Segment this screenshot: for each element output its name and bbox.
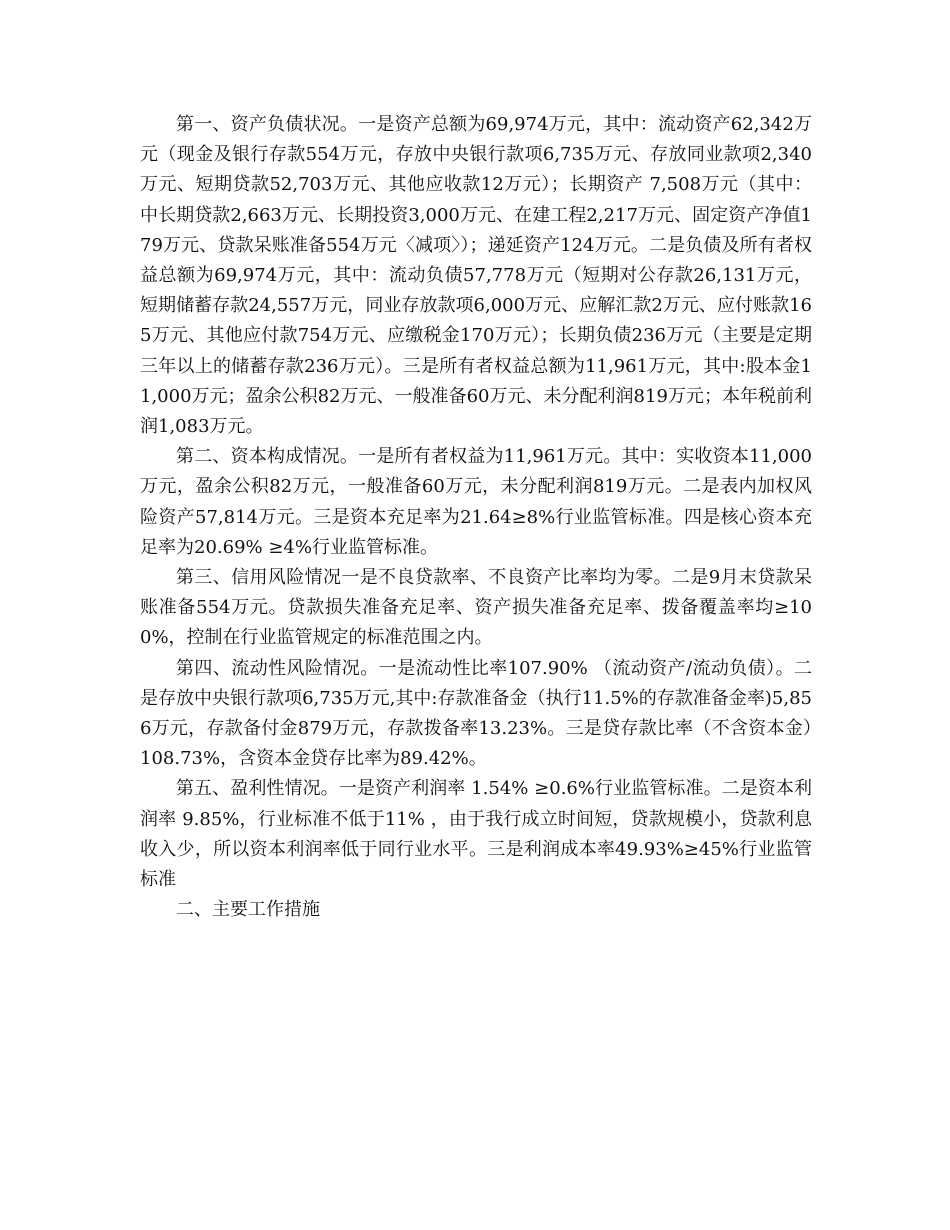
paragraph-capital-structure: 第二、资本构成情况。一是所有者权益为11,961万元。其中：实收资本11,000万元，盈余公积82万元，一般准备60万元，未分配利润819万元。二是表内加权风险资产57,814万元。三是资本充足率为21.64≥8%行业监管标准。四是核心资本充足率为20.69% ≥4%行业监管标准。 <box>140 446 812 558</box>
paragraph-profitability: 第五、盈利性情况。一是资产利润率 1.54% ≥0.6%行业监管标准。二是资本利润率 9.85%，行业标准不低于11% ，由于我行成立时间短，贷款规模小，贷款利息收入少，所以资本利润率低于同行业水平。三是利润成本率49.93%≥45%行业监管标准 <box>140 778 812 891</box>
paragraph-credit-risk: 第三、信用风险情况一是不良贷款率、不良资产比率均为零。二是9月末贷款呆账准备554万元。贷款损失准备充足率、资产损失准备充足率、拨备覆盖率均≥100%，控制在行业监管规定的标准范围之内。 <box>140 567 812 649</box>
paragraph-liquidity-risk: 第四、流动性风险情况。一是流动性比率107.90% （流动资产/流动负债）。二是存放中央银行款项6,735万元,其中:存款准备金（执行11.5%的存款准备金率)5,856万元，存款备付金879万元，存款拨备率13.23%。三是贷存款比率（不含资本金）108.73%，含资本金贷存比率为89.42%。 <box>140 657 812 770</box>
paragraph-assets-liabilities: 第一、资产负债状况。一是资产总额为69,974万元，其中：流动资产62,342万元（现金及银行存款554万元，存放中央银行款项6,735万元、存放同业款项2,340万元、短期贷款52,703万元、其他应收款12万元）；长期资产 7,508万元（其中：中长期贷款2,663万元、长期投资3,000万元、在建工程2,217万元、固定资产净值179万元、贷款呆账准备554万元〈减项〉）；递延资产124万元。二是负债及所有者权益总额为69,974万元，其中：流动负债57,778万元（短期对公存款26,131万元，短期储蓄存款24,557万元，同业存放款项6,000万元、应解汇款2万元、应付账款165万元、其他应付款754万元、应缴税金170万元）；长期负债236万元（主要是定期三年以上的储蓄存款236万元）。三是所有者权益总额为11,961万元，其中:股本金11,000万元；盈余公积82万元、一般准备60万元、未分配利润819万元；本年税前利润1,083万元。 <box>140 114 812 438</box>
section-heading: 二、主要工作措施 <box>176 899 320 921</box>
document-page <box>140 110 812 925</box>
